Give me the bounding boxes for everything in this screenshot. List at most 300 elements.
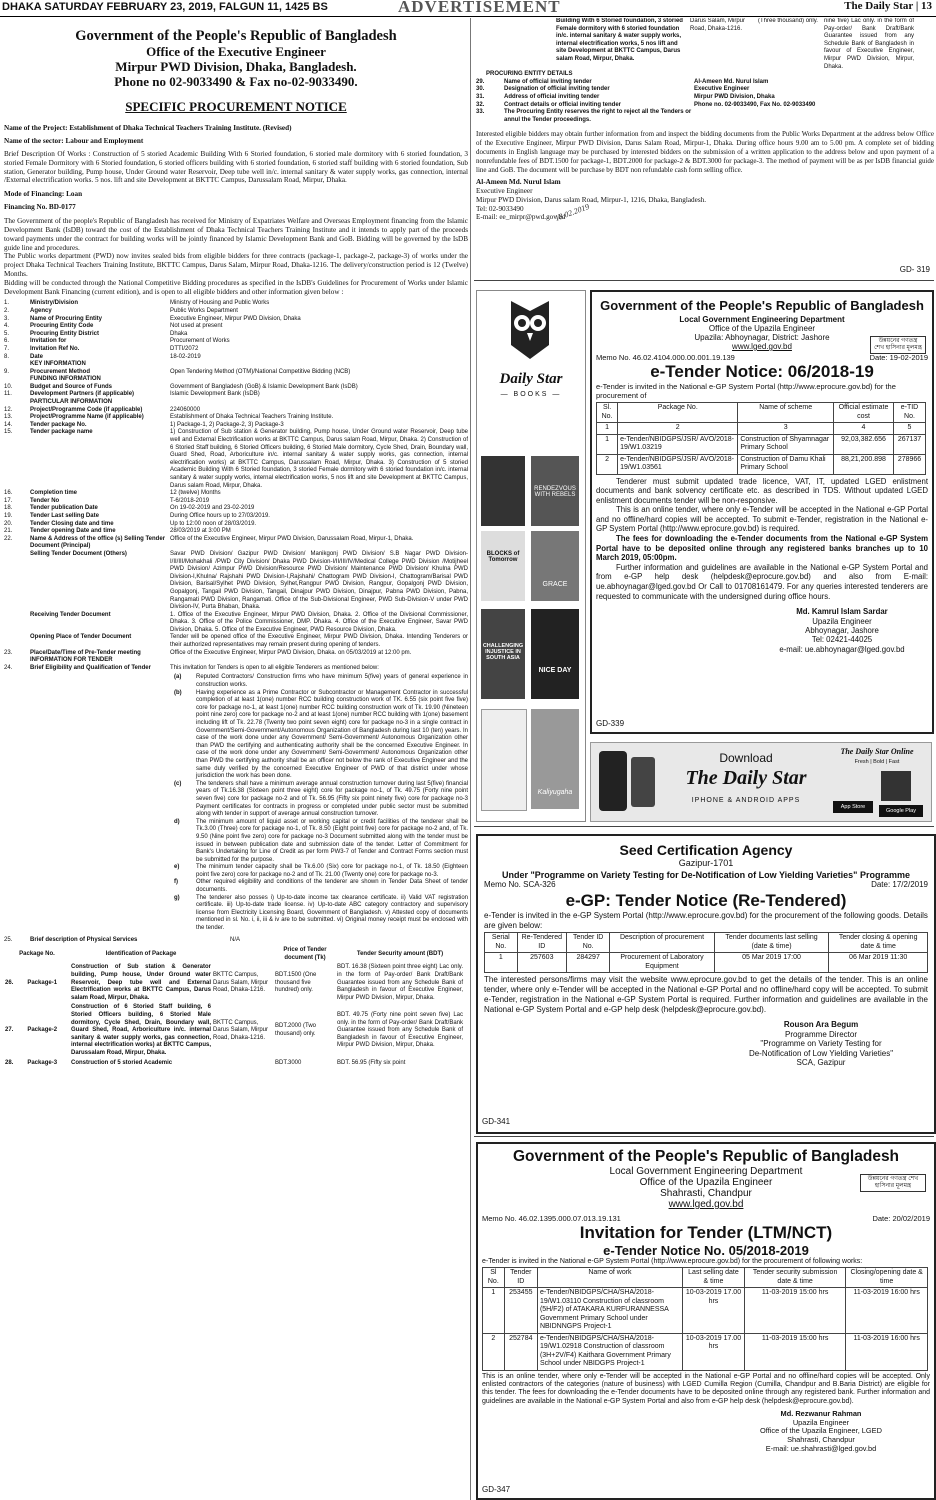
signature-line: Upazila Engineer <box>812 616 872 626</box>
pkg-security: BDT. 56.95 (Fifty six point <box>337 1059 406 1066</box>
pkg3-desc: Building With 6 Storied foundation, 3 storied Female dormitory with 6 storied foundation in/c. internal sanitary & water supply works, internal electrification works, 5 nos lift and site Development at BKTTC Campus, Darus salam Road, Mirpur, Dhaka. <box>556 18 683 62</box>
pwd-eligibility-list <box>174 674 468 932</box>
pkg-column-header: Identification of Package <box>105 951 177 958</box>
pwd-item-row <box>4 384 468 392</box>
shah-para: This is an online tender, where only e-Tender will be accepted in the National e-GP Portal and no offline/hard copies will be accepted. Only enlisted contractors of the categories (nature of business) with LGED Cumilla Region (Cumilla, Chandpur and B.Baria District) are eligible for this tender. The fees for downloading the e-Tender documents have to be deposited online through any registered bank. Further information and guidelines are available in the National e-GP System Portal and also from e-GP help desk (helpdesk@eprocure.gov.bd). <box>482 1372 930 1405</box>
eligibility-key: e) <box>174 864 180 871</box>
seed-table <box>484 932 928 973</box>
entity-row <box>476 79 934 87</box>
shah-notice-title: Invitation for Tender (LTM/NCT) <box>579 1223 833 1242</box>
shah-signature-block <box>708 1410 934 1453</box>
item-label: Tender Closing date and time <box>30 520 114 527</box>
entity-num: 32. <box>476 101 485 108</box>
pkg-number <box>4 1059 70 1069</box>
page-header <box>0 0 936 17</box>
google-play-badge[interactable]: Google Play <box>879 805 923 817</box>
signature-line: Abhoynagar, Jashore <box>805 626 879 636</box>
item-label: Name of Procuring Entity <box>30 315 103 322</box>
pwd-division: Mirpur PWD Division, Dhaka, Bangladesh. <box>115 59 357 74</box>
item-value: Public Works Department <box>170 307 238 314</box>
table-cell: 92,03,382.656 <box>834 434 894 454</box>
shah-column-header: Tender security submission date & time <box>744 1268 845 1288</box>
seed-date: Date: 17/2/2019 <box>871 880 928 889</box>
item-label: Procurement Method <box>30 368 91 375</box>
item-number: 9. <box>4 368 10 375</box>
entity-value: Phone no. 02-9033490, Fax No. 02-9033490 <box>694 101 816 108</box>
item-label: PARTICULAR INFORMATION <box>30 399 113 406</box>
seed-column-header: Serial No. <box>485 933 518 953</box>
item-number <box>4 612 30 635</box>
eligibility-key: d) <box>174 818 180 825</box>
pwd-item-row <box>4 369 468 377</box>
shah-date: Date: 20/02/2019 <box>872 1214 930 1223</box>
entity-num: 33. <box>476 109 485 116</box>
pwd-item-row <box>4 308 468 316</box>
eligibility-text: Other required eligibility and conditions of the tenderer are shown in Tender Data Sheet of tender documents. <box>196 879 468 894</box>
item-value: Open Tendering Method (OTM)/National Competitive Bidding (NCB) <box>170 368 351 375</box>
shah-office: Office of the Upazila Engineer <box>639 1177 773 1188</box>
pkg-row <box>4 1059 464 1069</box>
shah-column-header: Tender ID <box>504 1268 537 1288</box>
signature-line: Shahrasti, Chandpur <box>787 1434 855 1444</box>
item-label: Invitation for <box>30 338 67 345</box>
item-label: Project/Programme Name (if applicable) <box>30 414 144 421</box>
item-value: Office of the Executive Engineer, Mirpur PWD Division, Dhaka. on 05/03/2019 at 12:00 pm. <box>170 649 412 656</box>
pwd-item-row <box>4 414 468 422</box>
table-cell: 2 <box>483 1333 505 1370</box>
seed-column-header: Re-Tendered ID <box>517 933 566 953</box>
entity-label: Address of official inviting tender <box>504 93 600 100</box>
pkg-price: BDT.3000 <box>275 1059 302 1066</box>
item-number: 6. <box>4 338 10 345</box>
item-number: 21. <box>4 528 13 535</box>
shah-memo: Memo No. 46.02.1395.000.07.013.19.131 <box>482 1214 621 1223</box>
app-store-badge[interactable]: App Store <box>833 801 873 813</box>
abhoy-para2: This is an online tender, where only e-Tender will be accepted in the National e-GP Portal and no offline/hard copies will be accepted. To submit e-Tender, registration in the National e-GP System Portal (http://www.eprocure.gov.bd) is required. <box>596 505 928 534</box>
pkg3-location: Darus Salam, Mirpur Road, Dhaka-1216. <box>690 18 746 32</box>
books-subtitle: — BOOKS — <box>500 391 562 398</box>
table-row <box>483 1333 928 1370</box>
pwd-item-row <box>4 612 468 635</box>
signature-line: Upazila Engineer <box>792 1417 850 1427</box>
eligibility-text: Reputed Contractors/ Construction firms who have minimum 5(five) years of general experience in construction works. <box>196 674 468 689</box>
seed-title: Seed Certification Agency <box>619 842 793 858</box>
signature-line: Md. Rezwanur Rahman <box>780 1409 862 1419</box>
abhoy-para4: Further information and guidelines are available in the National e-GP System Portal and from e-GP help desk (helpdesk@eprocure.gov.bd) and also from E-mail: ue.abhoynagar@lged.gov.bd Or Call to 01708161479. For any queries interested tenderers are requested to communicate with the undersigned during office hours. <box>596 562 928 601</box>
book-cover[interactable]: GRACE <box>531 531 579 601</box>
abhoy-column-header: Package No. <box>618 403 738 423</box>
item-value: Office of the Executive Engineer, Mirpur PWD Division, Darussalam Road, Mirpur-1, Dhaka. <box>170 535 414 542</box>
entity-value <box>694 109 934 124</box>
item-number <box>4 399 30 407</box>
table-cell: 284297 <box>567 953 610 973</box>
item-number: 14. <box>4 421 13 428</box>
shah-title: Government of the People's Republic of Bangladesh <box>512 1148 900 1165</box>
item-number: 16. <box>4 490 13 497</box>
item-value: During Office hours up to 27/03/2019. <box>170 512 270 519</box>
item-label: KEY INFORMATION <box>30 361 86 368</box>
pkg-identification: Construction of 5 storied Academic <box>71 1059 173 1066</box>
pwd-item-row <box>4 323 468 331</box>
pwd-project: Name of the Project: Establishment of Dhaka Technical Teachers Training Institute. (Revised) <box>4 124 292 132</box>
abhoy-date: Date: 19-02-2019 <box>869 353 928 362</box>
eligibility-text: The minimum tender capacity shall be Tk.6.00 (Six) core for package no-1, of Tk. 18.50 (Eighteen point five zero) core for package no-2 and of Tk. 21.00 (Twenty one) core for package no-3. <box>196 864 468 878</box>
entity-value: Executive Engineer <box>694 86 750 93</box>
signature-line: Executive Engineer <box>476 187 533 196</box>
pwd-financing: Mode of Financing: Loan <box>4 190 83 199</box>
pwd-item-row <box>4 407 468 415</box>
item-number <box>4 376 30 384</box>
eligibility-text: The minimum amount of liquid asset or working capital or credit facilities of the tenderer shall be Tk.3.00 (Three) core for package no-1, of Tk. 8.50 (Eight point five) core for package no-2 and, of Tk. 9.50 (Nine point five zero) core for package no-3 Document submitted along with the tender must be issued in between publication date and submission date of the tender. Letter of Commitment for Bank's Undertaking for Line of Credit as per form PW3-7 of Tender and Contract Forms section must be submitted for the purpose. <box>196 818 468 863</box>
pkg-number <box>4 1003 70 1058</box>
gd-number: GD-347 <box>482 1485 511 1494</box>
item-label: Tender opening Date and time <box>30 528 116 535</box>
pkg3-security: nine five) Lac only. in the form of Pay-order/ Bank Draft/Bank Guarantee issued from any Schedule Bank of Bangladesh in favour of Executive Engineer, Mirpur PWD Division, Mirpur, Dhaka. <box>824 18 914 70</box>
eligibility-item <box>174 879 468 894</box>
shah-dept: Local Government Engineering Department <box>609 1166 803 1177</box>
seed-intro: e-Tender is invited in the e-GP System Portal (http://www.eprocure.gov.bd) for the procurement of the following goods. Details are given below: <box>484 911 928 930</box>
column-divider <box>470 18 471 1500</box>
table-cell: 252784 <box>504 1333 537 1370</box>
pwd-para3: Bidding will be conducted through the National Competitive Bidding procedures as specified in the IsDB's Guidelines for Procurement of Works under Islamic Development Bank Financing (current edition), and is open to all eligible bidders and other information given below : <box>4 278 468 296</box>
abhoy-column-index: 1 <box>597 423 618 435</box>
seed-para: The interested persons/firms may visit the website www.eprocure.gov.bd to get the details of the tender. This is an online tender, where only e-Tender will be accepted in the National e-GP Portal and no offline/hard copy will be accepted. To submit e-Tender, registration in the National e-GP System Portal is required. Further information and guidelines are available in the National e-GP System Portal and e-GP help desk (helpdesk@eprocure.gov.bd). <box>484 975 928 1014</box>
app-brand: The Daily Star <box>685 767 807 789</box>
item-label: FUNDING INFORMATION <box>30 376 101 383</box>
item-label: Tender publication Date <box>30 505 98 512</box>
seed-column-header: Description of procurement <box>610 933 714 953</box>
table-cell: 253455 <box>504 1288 537 1334</box>
section-title: ADVERTISEMENT <box>398 0 561 16</box>
abhoy-title: Government of the People's Republic of Bangladesh <box>600 298 924 313</box>
item-value: Procurement of Works <box>170 338 230 345</box>
pkg-identification: Construction of 6 Storied Staff building, 6 Storied Officers building, 6 Storied Male dormitory, Cycle Shed, Drain, Boundary wall, Guard Shed, Road, Arboriculture in/c. internal sanitary & water supply works, gas connection, internal electrification works) at BKTTC Campus, Darussalam Road, Mirpur, Dhaka. <box>71 1004 211 1056</box>
table-cell: Construction of Damu Khali Primary School <box>738 454 834 474</box>
pwd-item-row <box>4 498 468 506</box>
abhoy-signature-block <box>752 607 932 654</box>
pwd-item-row <box>4 665 468 673</box>
table-cell: e-Tender/NBIDGPS/CHA/SHA/2018-19/W1.02918 Construction of classroom (3H+2V/F4) Kaithara Government Primary School under NBIDGPS Project-1 <box>537 1333 682 1370</box>
item-label: Project/Programme Code (if applicable) <box>30 406 143 413</box>
signature-line: e-mail: ue.abhoynagar@lged.gov.bd <box>779 644 905 654</box>
seed-signature-block <box>708 1020 934 1068</box>
item-label: Procuring Entity District <box>30 330 100 337</box>
seed-notice-title: e-GP: Tender Notice (Re-Tendered) <box>565 891 847 910</box>
table-row <box>597 434 926 454</box>
item-value: On 19-02-2019 and 23-02-2019 <box>170 505 255 512</box>
item-label: Invitation Ref No. <box>30 345 80 352</box>
abhoy-website[interactable]: www.lged.gov.bd <box>732 342 792 351</box>
slogan-stamp: উন্নয়নের গণতন্ত্র শেখ হাসিনার মূলমন্ত্র <box>870 336 926 354</box>
abhoy-notice-title: e-Tender Notice: 06/2018-19 <box>650 362 874 381</box>
pkg-column-header <box>212 946 274 963</box>
pwd-notice-title: SPECIFIC PROCUREMENT NOTICE <box>125 99 347 114</box>
pwd-item-row <box>4 650 468 658</box>
item-number: 19. <box>4 512 13 519</box>
pwd-continuation <box>476 18 934 278</box>
item-label: Brief Eligibility and Qualification of Tender <box>30 664 151 671</box>
pwd-item-row <box>4 551 468 612</box>
pwd-title: Government of the People's Republic of Bangladesh <box>75 28 397 44</box>
item-label: Date <box>30 353 44 360</box>
signature-line: E-mail: ue.shahrasti@lged.gov.bd <box>765 1443 877 1453</box>
item-label: Tender package No. <box>30 421 87 428</box>
pwd-item-row <box>4 657 468 665</box>
item-value: 1) Package-1, 2) Package-2, 3) Package-3 <box>170 421 284 428</box>
table-cell: 06 Mar 2019 11:30 <box>829 953 928 973</box>
item-number: 20. <box>4 520 13 527</box>
entity-row <box>476 94 934 102</box>
pwd-item-row <box>4 354 468 362</box>
signature-line: Rouson Ara Begum <box>783 1020 859 1030</box>
item-label: Procuring Entity Code <box>30 323 94 330</box>
entity-num: 31. <box>476 93 485 100</box>
item-number: 13. <box>4 414 13 421</box>
pkg-column-header: Price of Tender document (Tk) <box>283 947 327 961</box>
item-number: 1. <box>4 300 10 307</box>
pwd-item-row <box>4 361 468 369</box>
eligibility-key: (a) <box>174 674 182 681</box>
table-row <box>483 1288 928 1334</box>
pkg-security: BDT. 16.38 (Sixteen point three eight) Lac only. in the form of Pay-order/ Bank Draft/Bank Guarantee issued from any Schedule Bank of Bangladesh in favour of Executive Engineer, Mirpur PWD Division, Mirpur, Dhaka. <box>337 964 463 1001</box>
item-number <box>4 657 30 665</box>
signature-line: "Programme on Variety Testing for <box>760 1039 882 1049</box>
daily-star-books-ad <box>476 290 586 822</box>
eligibility-key: f) <box>174 879 178 886</box>
app-platforms: IPHONE & ANDROID APPS <box>691 797 801 804</box>
seed-column-header: Tender closing & opening date & time <box>829 933 928 953</box>
entity-num: 30. <box>476 86 485 93</box>
table-cell: Construction of Shyamnagar Primary School <box>738 434 834 454</box>
table-cell: 05 Mar 2019 17:00 <box>714 953 829 973</box>
item-label: Name & Address of the office (s) Selling Tender Document (Principal) <box>30 535 166 550</box>
item-value: 12 (twelve) Months <box>170 490 221 497</box>
seed-memo: Memo No. SCA-326 <box>484 880 556 889</box>
pwd-item-25: 25. Brief description of Physical Services N/A <box>4 936 241 943</box>
entity-row <box>476 86 934 94</box>
table-cell: 11-03-2019 15:00 hrs <box>744 1288 845 1334</box>
table-cell: 257603 <box>517 953 566 973</box>
item-label: Development Partners (if applicable) <box>30 391 135 398</box>
daily-star-app-ad <box>590 742 932 822</box>
pkg-name: Package-3 <box>27 1059 58 1066</box>
entity-row <box>476 102 934 110</box>
item-number: 11. <box>4 391 12 398</box>
item-value: Dhaka <box>170 330 188 337</box>
phone-icon <box>631 757 655 807</box>
shah-column-header: Sl No. <box>483 1268 505 1288</box>
item-value: Executive Engineer, Mirpur PWD Division, Dhaka <box>170 315 301 322</box>
item-value: 1. Office of the Executive Engineer, Mirpur PWD Division, Dhaka. 2. Office of the Divisional Commissioner, Dhaka. 3. Office of the Police Commissioner, DMP. Dhaka. 4. Office of the Executive Engineer, Savar PWD Division, Dhaka. 5. Office of the Executive Engineer, PWD Resource Division, Dhaka. <box>170 611 468 633</box>
shah-column-header: Last selling date & time <box>682 1268 744 1288</box>
eligibility-text: The tenderer also posses i) Up-to-date income tax clearance certificate. ii) Valid VAT registration certificate. iii) Up-to-date trade license. iv) Up-to-date ABC category contractory and supervisory license from Electricity Licensing Board, Government of Bangladesh. v) Attested copy of documents mentioned in sl. No. i, ii, iii & iv are to be submitted. vi) Original money receipt must be enclosed with the tender. <box>196 894 468 932</box>
shah-website[interactable]: www.lged.gov.bd <box>668 1199 744 1210</box>
signature-line: Programme Director <box>784 1029 857 1039</box>
abhoy-column-header: e-TID No. <box>893 403 925 423</box>
phone-icon <box>599 751 627 811</box>
item-number: 22. <box>4 535 13 542</box>
entity-label: The Procuring Entity reserves the right to reject all the Tenders or annul the Tender proceedings. <box>504 109 692 123</box>
item-value: Government of Bangladesh (GoB) & Islamic Development Bank (IsDB) <box>170 383 358 390</box>
entity-row <box>476 109 934 124</box>
signature-line: De-Notification of Low Yielding Varieties" <box>748 1048 894 1058</box>
dateline: DHAKA SATURDAY FEBRUARY 23, 2019, FALGUN 11, 1425 BS <box>2 1 328 13</box>
entity-label: Name of official inviting tender <box>504 78 592 85</box>
abhoy-column-index: 2 <box>618 423 738 435</box>
page-number: The Daily Star | 13 <box>844 0 932 12</box>
table-cell: 1 <box>597 434 618 454</box>
book-cover[interactable] <box>481 709 527 811</box>
eligibility-text: Having experience as a Prime Contractor or Subcontractor or Management Contractor in successful completion of at least 1(one) number RCC building construction work of TK. 6.55 (six point five five) core for package no-1, at least 1(one) number RCC building construction work of Tk. 19.90 (Nineteen point nine zero) core for package no-2 and at least 1(one) number RCC building with 1(one) basement including lift of Tk. 22.78 (Twenty two point seven eight) core for package no-3 in a single contract in Government/Semi-Government/Autonomous Organization of Bangladesh during last 10 (ten) years. In case of the work done under any Government/ Semi-Government/ Autonomous Organization other than PWD the certifying and authenticating authority shall be the concerned Executive Engineer. In case of the work done under any Government/ Semi-Government/ Autonomous Organization other than PWD the certifying authority shall be an officer not below the rank of Executive Engineer and the same duly verified by the concerned Executive Engineer of PWD of that district under whose jurisdiction the work has been done. <box>196 689 468 780</box>
item-number: 7. <box>4 345 10 352</box>
item-number: 2. <box>4 307 10 314</box>
shah-column-header: Closing/opening date & time <box>846 1268 928 1288</box>
gd-number: GD-339 <box>596 719 625 728</box>
abhoy-memo: Memo No. 46.02.4104.000.00.001.19.139 <box>596 353 735 362</box>
item-label: Ministry/Division <box>30 300 79 307</box>
entity-value: Al-Ameen Md. Nurul Islam <box>694 78 769 85</box>
pwd-item-row <box>4 346 468 354</box>
book-cover[interactable]: RENDEZVOUS WITH REBELS <box>531 456 579 526</box>
pkg-num: 28. <box>5 1059 14 1066</box>
seed-column-header: Tender documents last selling (date & time) <box>714 933 829 953</box>
online-tagline: Fresh | Bold | Fast <box>854 759 900 765</box>
item-label: Budget and Source of Funds <box>30 383 112 390</box>
table-cell: 88,21,200.898 <box>834 454 894 474</box>
abhoy-column-index: 5 <box>893 423 925 435</box>
abhoy-para3: The fees for downloading the e-Tender documents from the National e-GP System Portal have to be deposited online through any registered banks branches up to 10 March 2019, 05:00pm. <box>596 534 928 563</box>
entity-value: Mirpur PWD Division, Dhaka <box>694 93 775 100</box>
item-number: 5. <box>4 330 10 337</box>
item-value: T-6/2018-2019 <box>170 497 210 504</box>
item-value <box>170 657 468 665</box>
table-cell: 11-03-2019 15:00 hrs <box>744 1333 845 1370</box>
signature-line: Md. Kamrul Islam Sardar <box>796 607 888 617</box>
table-cell: 1 <box>483 1288 505 1334</box>
table-cell: 10-03-2019 17.00 hrs <box>682 1333 744 1370</box>
slogan-stamp: উন্নয়নের গণতন্ত্র শেখ হাসিনার মূলমন্ত্র <box>860 1174 926 1192</box>
pkg-location <box>212 1059 274 1069</box>
pwd-item-row <box>4 300 468 308</box>
pwd-item-row <box>4 338 468 346</box>
entity-num: 29. <box>476 78 485 85</box>
table-cell: 2 <box>597 454 618 474</box>
gd-number: GD-341 <box>482 1117 511 1126</box>
pwd-package-table <box>4 946 464 1068</box>
book-cover[interactable]: NICE DAY <box>531 609 579 699</box>
item-value: Up to 12:00 noon of 28/03/2019. <box>170 520 257 527</box>
seed-column-header: Tender ID No. <box>567 933 610 953</box>
item-value: DTTI/2072 <box>170 345 199 352</box>
pwd-para1: The Government of the people's Republic of Bangladesh has received for Ministry of Expatriates Welfare and Overseas Employment financing from the Islamic Development Bank (IsDB) toward the cost of the Establishment of Dhaka Technical Teachers Training Institute and it intends to apply part of the proceeds toward payments under the contract for building works will be jointly financed by Islamic Development Bank and GoB. Bidding will be governed by the IsDB guide line and procedures. <box>4 217 468 252</box>
item-label: Receiving Tender Document <box>30 611 111 618</box>
eligibility-key: (b) <box>174 689 182 696</box>
item-number <box>4 551 30 612</box>
eligibility-key: (c) <box>174 780 182 787</box>
eligibility-item <box>174 895 468 933</box>
item-value <box>170 376 468 384</box>
gd-number: GD- 319 <box>899 265 930 274</box>
book-cover[interactable] <box>481 456 525 526</box>
item-label: Place/Date/Time of Pre-Tender meeting <box>30 649 141 656</box>
pwd-item-row <box>4 399 468 407</box>
item-value: Not used at present <box>170 323 223 330</box>
abhoynagar-tender-notice <box>590 290 934 734</box>
item-value: 28/03/2019 at 3:00 PM <box>170 528 231 535</box>
pwd-para2: The Public works department (PWD) now invites sealed bids from eligible bidders for three contracts (package-1, package-2, package-3) of works under the project Dhaka Technical Teachers Training Institute, BKTTC Campus, Darus Salam, Mirpur Road, Dhaka-1216. The delivery/construction period is 12 (Twelve) Months. <box>4 252 468 278</box>
pkg-identification: Construction of Sub station & Generator building, Pump house, Under Ground water Reservoir, Deep tube well and External Electrification works at BKTTC Campus, Darus salam Road, Mirpur, Dhaka. <box>71 964 211 1001</box>
abhoy-column-index: 4 <box>834 423 894 435</box>
online-brand: The Daily Star Online <box>840 747 914 756</box>
item-value <box>170 361 468 369</box>
pwd-financing-no: Financing No. BD-0177 <box>4 203 76 212</box>
eligibility-text: The tenderers shall have a minimum average annual construction turnover during last 5(five) financial years of Tk.16.38 (Sixteen point three eight) core for package no-1, of Tk. 49.75 (Forty nine point seven five) core for package no-2 and of Tk. 56.95 (Fifty six point ninety five) core for package no-3 Payment certificates for contracts in progress or completed under public sector must be submitted along with tender in support of average annual construction turnover. <box>196 780 468 818</box>
book-cover[interactable]: BLOCKS of Tomorrow <box>481 531 525 601</box>
pkg3-price: (Three thousand) only. <box>758 18 818 24</box>
shahrasti-tender-notice <box>476 1142 936 1500</box>
pwd-item-row <box>4 513 468 521</box>
item-value: 1) Construction of Sub station & Generator building, Pump house, Under Ground water Reservoir, Deep tube well and External Electrification works at BKTTC Campus, Darus salam Road, Mirpur, Dhaka. 2) Construction of 6 Storied Staff building, 6 Storied Officers building, 6 Storied Male dormitory, Cycle Shed, Drain, Boundary wall, Guard Shed, Road, Arboriculture in/c. internal sanitary & water supply works, gas connection, internal electrification works) at BKTTC Campus, Darussalam Road, Mirpur, Dhaka. 3) Construction of 5 storied Academic Building With 6 Storied foundation, 3 storied Female dormitory with 6 storied foundation in/c. internal sanitary & water supply works, internal electrification works, 5 nos lift and site Development at BKTTC Campus, Darus salam Road, Mirpur, Dhaka. <box>170 429 468 489</box>
signature-line: SCA, Gazipur <box>796 1058 846 1068</box>
table-cell: 11-03-2019 16:00 hrs <box>846 1288 928 1334</box>
pwd-notice <box>4 20 468 1498</box>
item-label: Completion time <box>30 490 78 497</box>
signature-line: Tel: 02-9033490 <box>476 204 524 213</box>
item-value: 18-02-2019 <box>170 353 201 360</box>
abhoy-upazila: Upazila: Abhoynagar, District: Jashore <box>694 333 830 342</box>
eligibility-item <box>174 690 468 781</box>
eligibility-item <box>174 819 468 865</box>
handwritten-signature: 18.02.2019 <box>553 202 591 223</box>
table-cell: e-Tender/NBIDGPS/JSR/ AVO/2018-19/W1.03219 <box>618 434 738 454</box>
table-cell: 1 <box>485 953 518 973</box>
item-number: 12. <box>4 406 13 413</box>
table-cell: 11-03-2019 16:00 hrs <box>846 1333 928 1370</box>
shah-column-header: Name of work <box>537 1268 682 1288</box>
pkg-num: 27. <box>5 1027 14 1034</box>
eligibility-item <box>174 674 468 689</box>
pkg-price: BDT.1500 (One thousand five hundred) only. <box>275 972 317 994</box>
item-label: Agency <box>30 307 52 314</box>
eligibility-item <box>174 781 468 819</box>
seed-tender-notice <box>476 834 936 1134</box>
pkg-security: BDT. 49.75 (Forty nine point seven five) Lac only. in the form of Pay-order/ Bank Draft/Bank Guarantee issued from any Schedule Bank of Bangladesh in favour of Executive Engineer, Mirpur PWD Division, Mirpur, Dhaka. <box>337 1011 463 1049</box>
pwd-item-row <box>4 429 468 490</box>
pwd-item-row <box>4 391 468 399</box>
table-cell: 267137 <box>893 434 925 454</box>
item-value: Islamic Development Bank (IsDB) <box>170 391 260 398</box>
item-value: This invitation for Tenders is open to all eligible Tenderers as mentioned below: <box>170 664 379 671</box>
pwd-sector: Name of the sector: Labour and Employment <box>4 137 144 145</box>
seed-programme: Under "Programme on Variety Testing for De-Notification of Low Yielding Varieties" Programme <box>502 870 910 880</box>
table-cell: 278966 <box>893 454 925 474</box>
eligibility-item <box>174 864 468 879</box>
qr-code-icon <box>881 771 911 801</box>
shah-notice-number: e-Tender Notice No. 05/2018-2019 <box>603 1243 809 1258</box>
shah-location: Shahrasti, Chandpur <box>660 1188 752 1199</box>
pwd-item-row <box>4 376 468 384</box>
abhoy-intro: e-Tender is invited in the National e-GP System Portal (http://www.eprocure.gov.bd) for the procurement of <box>596 382 896 400</box>
shah-intro: e-Tender is invited in the National e-GP System Portal (http://www.eprocure.gov.bd) for the procurement of following works: <box>482 1258 863 1265</box>
pwd-info-para: Interested eligible bidders may obtain further information from and inspect the bidding documents from the Public Works Department at the address below Office of the Executive Engineer, Mirpur PWD Division, Darus Salam Road, Mirpur-1, Dhaka. During office hours 9.00 am to 5.00 pm. A complete set of bidding documents in English language may be purchased by interested bidders on the submission of a written application to the address below and upon payment of a nonrefundable fees of BDT.1500 for package-1, BDT.2000 for package-2 & BDT.3000 for package-3. The method of payment will be as per IsDB financial guide line and GoB. The document will be purchase by BDT non refundable cash form selling office. <box>476 130 934 174</box>
books-brand: Daily Star <box>499 371 563 387</box>
pwd-item-row <box>4 528 468 536</box>
book-cover[interactable]: Kaliyugaha <box>531 709 579 809</box>
item-number: 17. <box>4 497 13 504</box>
pwd-item-row <box>4 490 468 498</box>
item-label: Tender package name <box>30 429 93 436</box>
book-cover[interactable]: CHALLENGING INJUSTICE IN SOUTH ASIA <box>481 609 525 699</box>
